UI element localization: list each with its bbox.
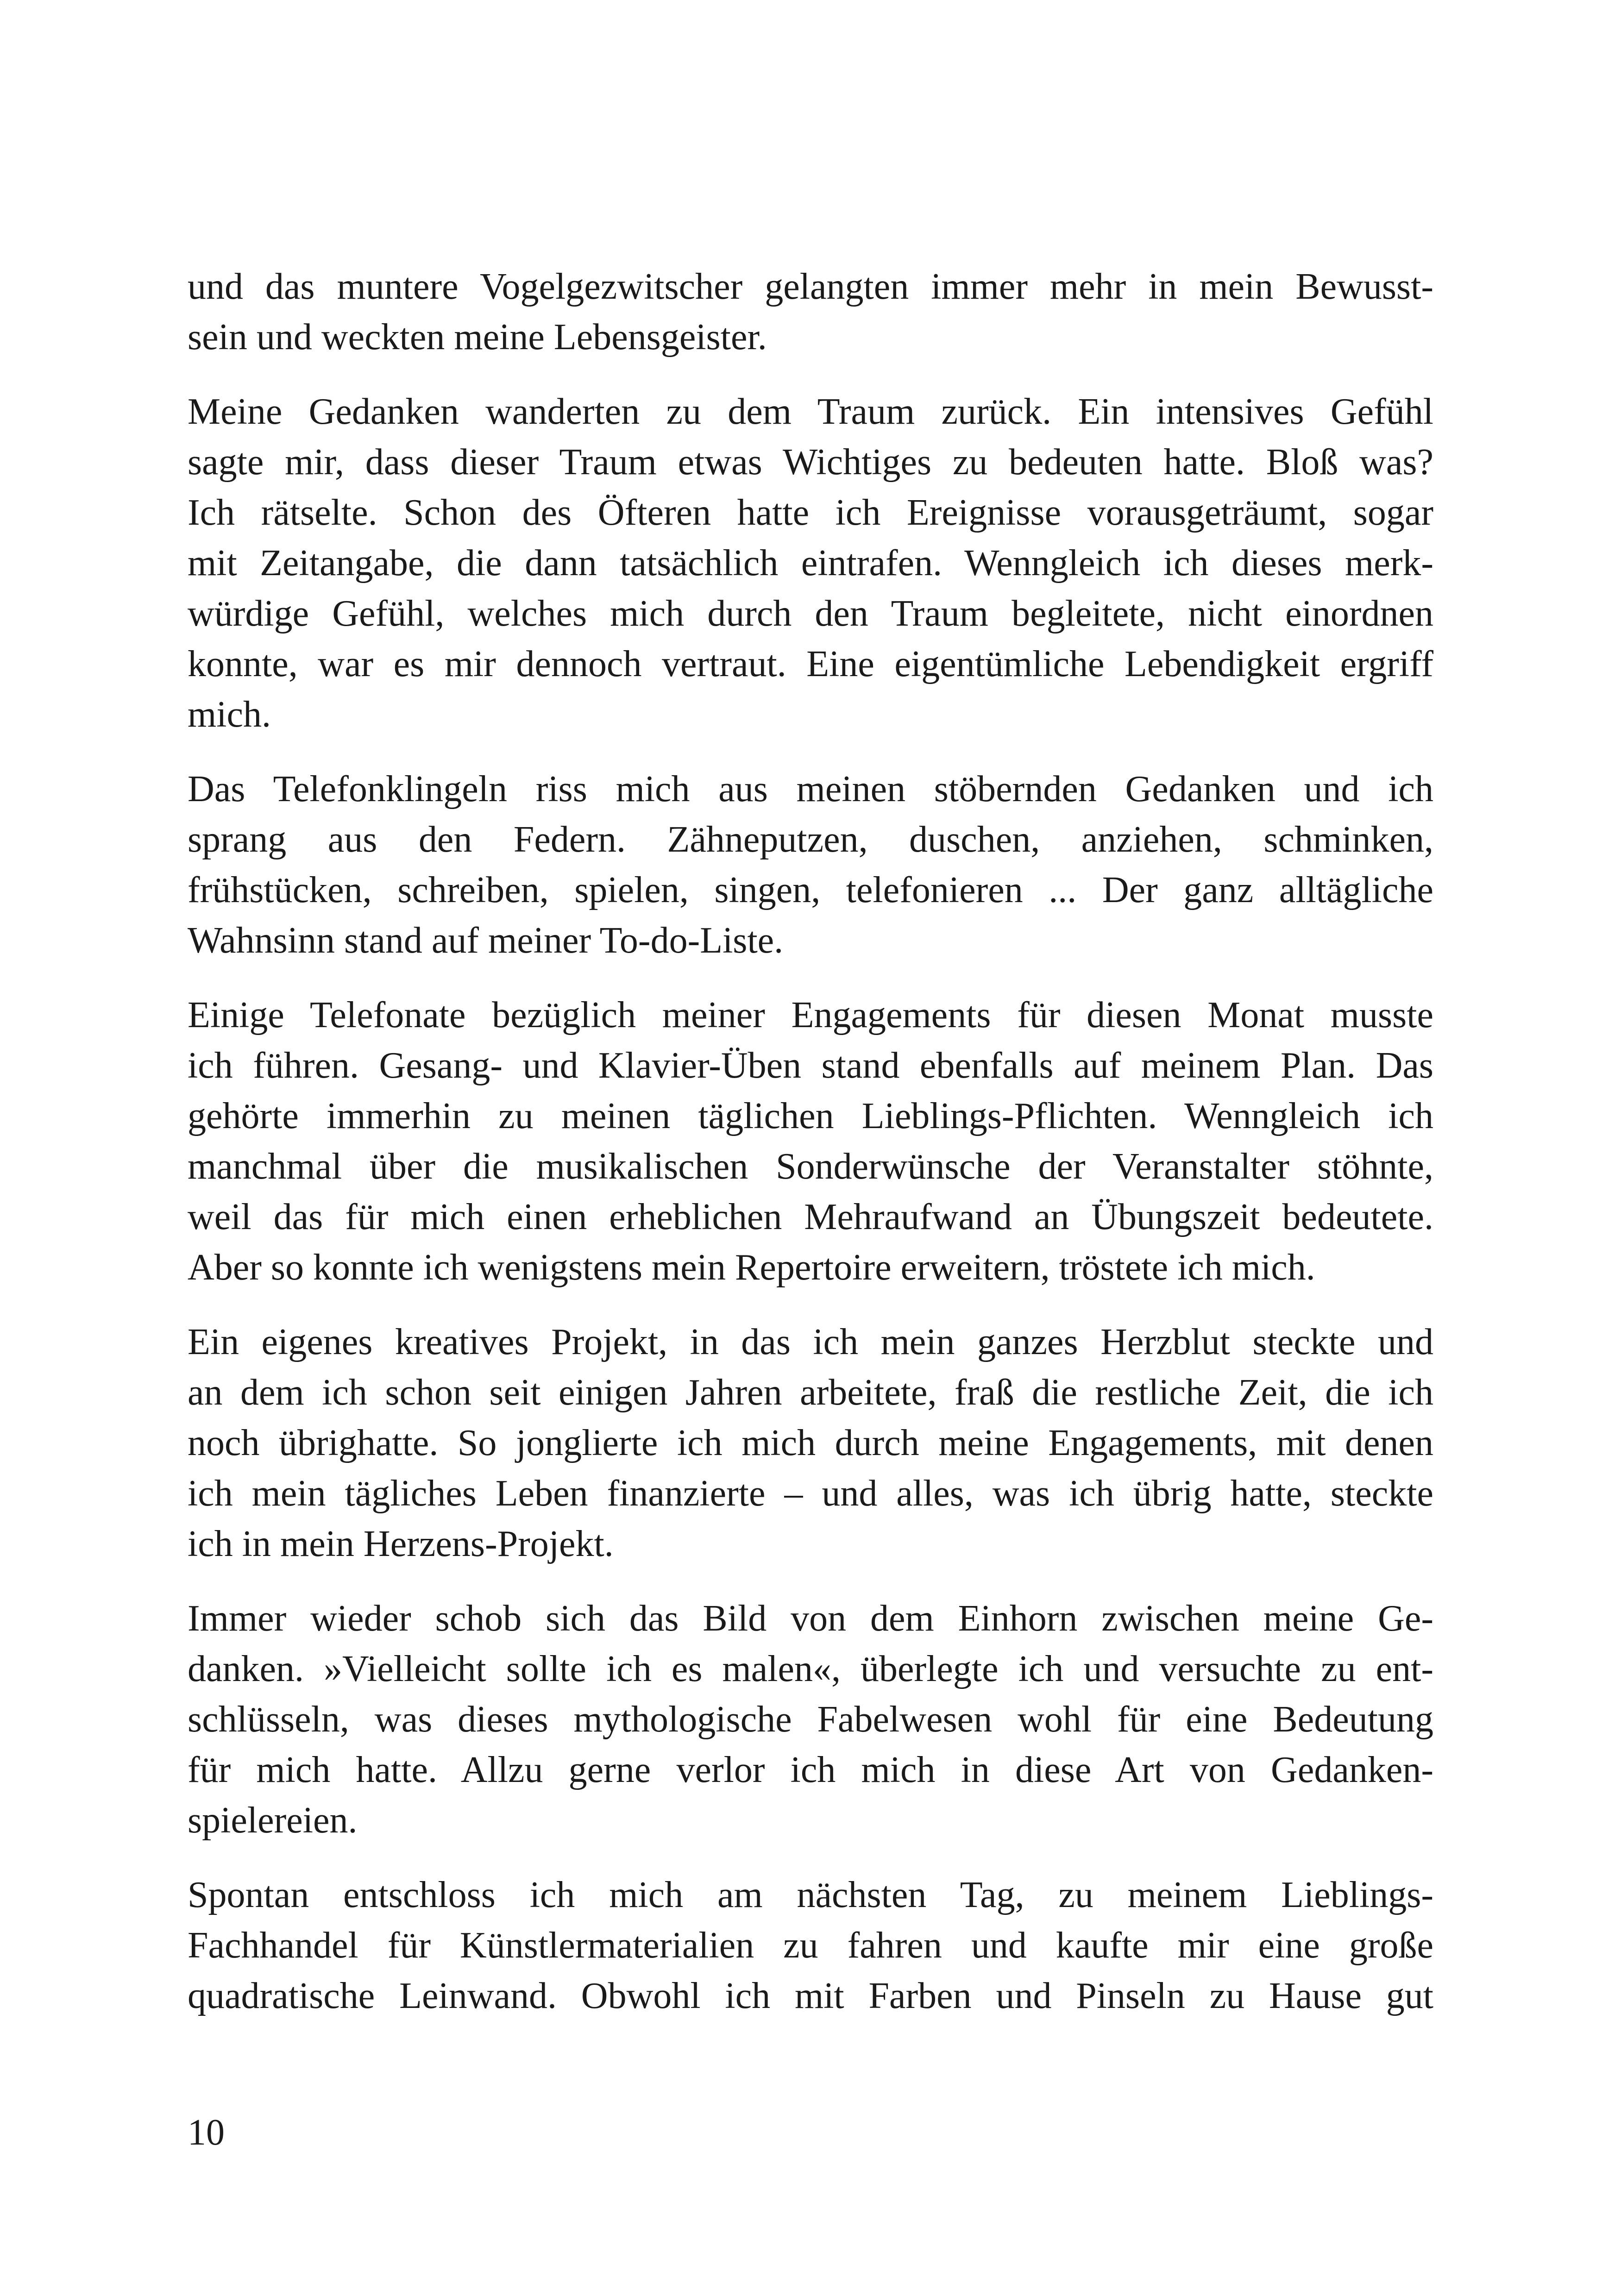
text-line: Aber so konnte ich wenigstens mein Repertoire erweitern, tröstete ich mich. [188, 1247, 1315, 1288]
text-line: Immer wieder schob sich das Bild von dem Einhorn zwischen meine Ge- [188, 1598, 1433, 1639]
body-text [188, 262, 1433, 2045]
paragraph [188, 1317, 1433, 1569]
text-line: gehörte immerhin zu meinen täglichen Lieblings-Pflichten. Wenngleich ich [188, 1096, 1433, 1136]
paragraph [188, 764, 1433, 966]
text-line: mich. [188, 694, 271, 735]
paragraph [188, 990, 1433, 1293]
text-line: Das Telefonklingeln riss mich aus meinen stöbernden Gedanken und ich [188, 769, 1433, 809]
paragraph [188, 262, 1433, 363]
page-number: 10 [188, 2112, 225, 2153]
text-line: quadratische Leinwand. Obwohl ich mit Farben und Pinseln zu Hause gut [188, 1976, 1433, 2016]
text-line: und das muntere Vogelgezwitscher gelangten immer mehr in mein Bewusst- [188, 266, 1433, 307]
text-line: für mich hatte. Allzu gerne verlor ich mich in diese Art von Gedanken- [188, 1750, 1433, 1790]
text-line: sein und weckten meine Lebensgeister. [188, 317, 767, 358]
text-line: Einige Telefonate bezüglich meiner Engagements für diesen Monat musste [188, 995, 1433, 1035]
text-line: frühstücken, schreiben, spielen, singen, telefonieren ... Der ganz alltägliche [188, 870, 1433, 910]
text-line: Wahnsinn stand auf meiner To-do-Liste. [188, 920, 784, 961]
text-line: weil das für mich einen erheblichen Mehraufwand an Übungszeit bedeutete. [188, 1197, 1433, 1237]
text-line: spielereien. [188, 1800, 358, 1841]
text-line: mit Zeitangabe, die dann tatsächlich eintrafen. Wenngleich ich dieses merk- [188, 543, 1433, 583]
text-line: danken. »Vielleicht sollte ich es malen«, überlegte ich und versuchte zu ent- [188, 1649, 1433, 1689]
text-line: manchmal über die musikalischen Sonderwünsche der Veranstalter stöhnte, [188, 1146, 1433, 1187]
text-line: noch übrighatte. So jonglierte ich mich durch meine Engagements, mit denen [188, 1423, 1433, 1463]
text-line: schlüsseln, was dieses mythologische Fabelwesen wohl für eine Bedeutung [188, 1699, 1433, 1740]
text-line: ich in mein Herzens-Projekt. [188, 1524, 614, 1564]
text-line: Fachhandel für Künstlermaterialien zu fahren und kaufte mir eine große [188, 1925, 1433, 1966]
text-line: ich führen. Gesang- und Klavier-Üben stand ebenfalls auf meinem Plan. Das [188, 1045, 1433, 1086]
text-line: sprang aus den Federn. Zähneputzen, duschen, anziehen, schminken, [188, 819, 1433, 860]
text-line: an dem ich schon seit einigen Jahren arbeitete, fraß die restliche Zeit, die ich [188, 1372, 1433, 1413]
text-line: konnte, war es mir dennoch vertraut. Eine eigentümliche Lebendigkeit ergriff [188, 644, 1433, 684]
text-line: ich mein tägliches Leben finanzierte – und alles, was ich übrig hatte, steckte [188, 1473, 1433, 1514]
text-line: Ein eigenes kreatives Projekt, in das ich mein ganzes Herzblut steckte und [188, 1322, 1433, 1362]
text-line: Spontan entschloss ich mich am nächsten Tag, zu meinem Lieblings- [188, 1875, 1433, 1915]
text-line: sagte mir, dass dieser Traum etwas Wichtiges zu bedeuten hatte. Bloß was? [188, 442, 1433, 483]
paragraph [188, 387, 1433, 740]
text-line: Ich rätselte. Schon des Öfteren hatte ich Ereignisse vorausgeträumt, sogar [188, 492, 1433, 533]
paragraph [188, 1870, 1433, 2021]
text-line: Meine Gedanken wanderten zu dem Traum zurück. Ein intensives Gefühl [188, 391, 1433, 432]
text-line: würdige Gefühl, welches mich durch den Traum begleitete, nicht einordnen [188, 593, 1433, 634]
paragraph [188, 1593, 1433, 1846]
